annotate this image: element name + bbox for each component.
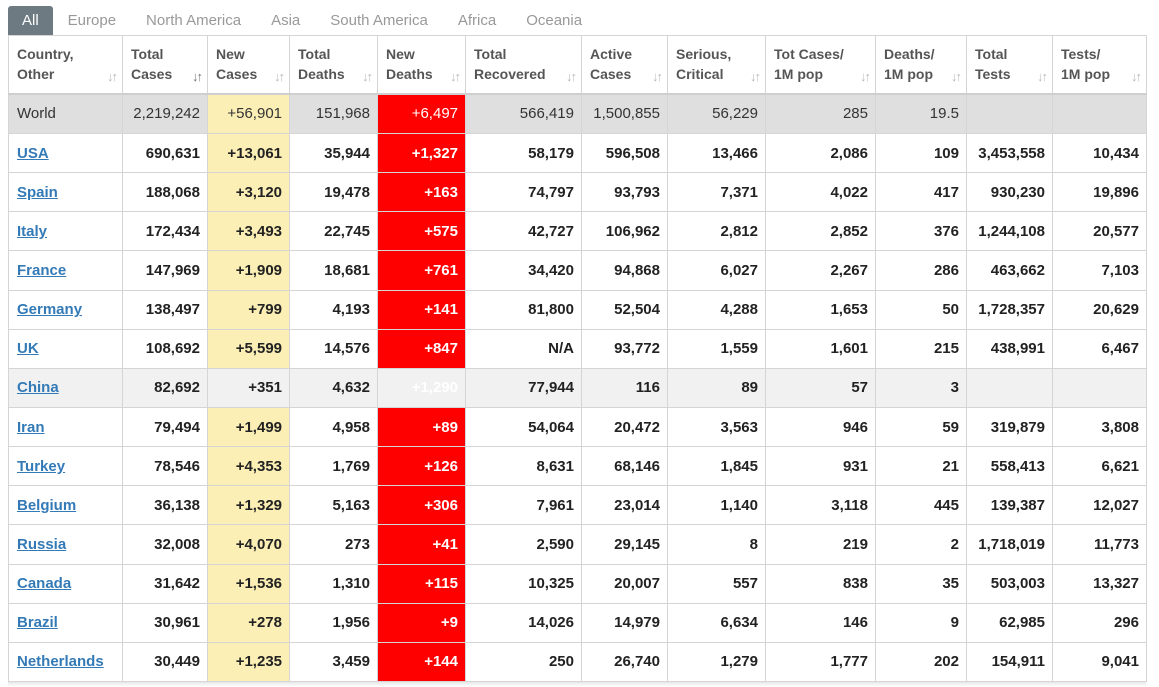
covid-table-wrapper: [8, 35, 1146, 682]
table-header-row: [9, 36, 1147, 94]
cell-total-tests: 558,413: [967, 447, 1053, 486]
sort-arrows-icon[interactable]: ↓↑: [652, 69, 661, 84]
sort-arrows-icon[interactable]: ↓↑: [107, 69, 116, 84]
cell-country: [9, 368, 123, 407]
cell-country: [9, 407, 123, 446]
cell-tot-cases-per-1m: 2,267: [766, 251, 876, 290]
cell-total-recovered: 566,419: [466, 94, 582, 134]
header-total-cases[interactable]: [123, 36, 208, 94]
cell-deaths-per-1m: 376: [876, 212, 967, 251]
cell-new-cases: +1,499: [208, 407, 290, 446]
cell-total-recovered: 14,026: [466, 603, 582, 642]
cell-tot-cases-per-1m: 219: [766, 525, 876, 564]
header-label-line1: Total: [298, 46, 331, 63]
cell-new-cases: +1,909: [208, 251, 290, 290]
cell-tot-cases-per-1m: 285: [766, 94, 876, 134]
cell-total-deaths: 151,968: [290, 94, 378, 134]
header-deaths-per-1m[interactable]: [876, 36, 967, 94]
cell-total-deaths: 3,459: [290, 642, 378, 681]
cell-deaths-per-1m: 445: [876, 486, 967, 525]
cell-deaths-per-1m: 21: [876, 447, 967, 486]
country-link[interactable]: Iran: [17, 418, 45, 436]
tab-south-america[interactable]: South America: [330, 12, 428, 29]
cell-active-cases: 68,146: [582, 447, 668, 486]
cell-new-cases: +3,493: [208, 212, 290, 251]
header-label-line1: Tot Cases/: [774, 46, 844, 63]
cell-active-cases: 596,508: [582, 134, 668, 173]
cell-country: [9, 603, 123, 642]
cell-total-tests: 503,003: [967, 564, 1053, 603]
sort-arrows-icon[interactable]: ↓↑: [750, 69, 759, 84]
cell-active-cases: 14,979: [582, 603, 668, 642]
cell-deaths-per-1m: 35: [876, 564, 967, 603]
country-link[interactable]: Russia: [17, 535, 67, 553]
cell-new-deaths: +144: [378, 642, 466, 681]
cell-total-tests: 463,662: [967, 251, 1053, 290]
cell-new-deaths: +41: [378, 525, 466, 564]
country-link[interactable]: China: [17, 379, 59, 397]
cell-new-deaths: +1,327: [378, 134, 466, 173]
cell-new-cases: +799: [208, 290, 290, 329]
cell-tests-per-1m: [1053, 368, 1147, 407]
header-country[interactable]: [9, 36, 123, 94]
cell-tot-cases-per-1m: 838: [766, 564, 876, 603]
cell-total-deaths: 273: [290, 525, 378, 564]
cell-deaths-per-1m: 19.5: [876, 94, 967, 134]
country-link[interactable]: France: [17, 261, 67, 279]
header-label-line1: Serious,: [676, 46, 732, 63]
cell-active-cases: 106,962: [582, 212, 668, 251]
cell-total-recovered: 10,325: [466, 564, 582, 603]
cell-total-tests: 438,991: [967, 329, 1053, 368]
cell-country: [9, 173, 123, 212]
cell-tests-per-1m: 13,327: [1053, 564, 1147, 603]
tab-asia[interactable]: Asia: [271, 12, 301, 29]
cell-tot-cases-per-1m: 1,653: [766, 290, 876, 329]
cell-new-deaths: +575: [378, 212, 466, 251]
cell-total-cases: 690,631: [123, 134, 208, 173]
cell-tests-per-1m: 20,629: [1053, 290, 1147, 329]
table-row: [9, 212, 1147, 251]
header-tests-per-1m[interactable]: [1053, 36, 1147, 94]
cell-total-cases: 79,494: [123, 407, 208, 446]
cell-total-tests: [967, 368, 1053, 407]
cell-total-cases: 36,138: [123, 486, 208, 525]
header-label-line1: Total: [975, 46, 1008, 63]
cell-country: [9, 564, 123, 603]
country-link[interactable]: Italy: [17, 222, 48, 240]
header-label-line1: Tests/: [1061, 46, 1101, 63]
cell-active-cases: 116: [582, 368, 668, 407]
cell-new-deaths: +89: [378, 407, 466, 446]
cell-total-deaths: 14,576: [290, 329, 378, 368]
cell-country: [9, 212, 123, 251]
cell-deaths-per-1m: 9: [876, 603, 967, 642]
sort-arrows-icon[interactable]: ↓↑: [362, 69, 371, 84]
cell-total-recovered: N/A: [466, 329, 582, 368]
cell-total-recovered: 42,727: [466, 212, 582, 251]
header-total-recovered[interactable]: [466, 36, 582, 94]
cell-active-cases: 26,740: [582, 642, 668, 681]
cell-total-recovered: 74,797: [466, 173, 582, 212]
cell-serious-critical: 13,466: [668, 134, 766, 173]
cell-total-recovered: 7,961: [466, 486, 582, 525]
cell-serious-critical: 557: [668, 564, 766, 603]
cell-deaths-per-1m: 2: [876, 525, 967, 564]
cell-new-deaths: +847: [378, 329, 466, 368]
cell-total-tests: 1,718,019: [967, 525, 1053, 564]
cell-total-cases: 2,219,242: [123, 94, 208, 134]
cell-total-deaths: 4,958: [290, 407, 378, 446]
cell-new-cases: +1,329: [208, 486, 290, 525]
cell-tot-cases-per-1m: 3,118: [766, 486, 876, 525]
cell-serious-critical: 3,563: [668, 407, 766, 446]
cell-new-deaths: +306: [378, 486, 466, 525]
tab-oceania[interactable]: Oceania: [526, 12, 583, 29]
cell-serious-critical: 56,229: [668, 94, 766, 134]
table-row: [9, 329, 1147, 368]
header-label-line2: 1M pop: [1061, 66, 1110, 83]
cell-deaths-per-1m: 202: [876, 642, 967, 681]
table-row: [9, 290, 1147, 329]
cell-tot-cases-per-1m: 146: [766, 603, 876, 642]
cell-active-cases: 23,014: [582, 486, 668, 525]
cell-total-cases: 147,969: [123, 251, 208, 290]
country-link[interactable]: Canada: [17, 575, 72, 593]
cell-new-cases: +3,120: [208, 173, 290, 212]
cell-new-cases: +56,901: [208, 94, 290, 134]
country-link[interactable]: Turkey: [17, 457, 66, 475]
cell-total-recovered: 58,179: [466, 134, 582, 173]
cell-tot-cases-per-1m: 946: [766, 407, 876, 446]
table-bottom-shadow: [8, 682, 1146, 687]
tab-europe[interactable]: Europe: [67, 12, 117, 29]
country-link[interactable]: Spain: [17, 183, 58, 201]
cell-total-cases: 30,449: [123, 642, 208, 681]
cell-tot-cases-per-1m: 2,852: [766, 212, 876, 251]
cell-total-recovered: 81,800: [466, 290, 582, 329]
world-total-row: [9, 94, 1147, 134]
cell-total-cases: 108,692: [123, 329, 208, 368]
cell-country: [9, 447, 123, 486]
table-row: [9, 251, 1147, 290]
cell-active-cases: 29,145: [582, 525, 668, 564]
cell-deaths-per-1m: 215: [876, 329, 967, 368]
cell-total-recovered: 8,631: [466, 447, 582, 486]
cell-total-cases: 32,008: [123, 525, 208, 564]
cell-total-deaths: 1,769: [290, 447, 378, 486]
cell-total-recovered: 250: [466, 642, 582, 681]
sort-arrows-icon[interactable]: ↓↑: [566, 69, 575, 84]
cell-deaths-per-1m: 50: [876, 290, 967, 329]
header-label-line1: Country,: [17, 46, 74, 63]
header-label-line2: Other: [17, 66, 55, 83]
cell-total-deaths: 5,163: [290, 486, 378, 525]
cell-deaths-per-1m: 3: [876, 368, 967, 407]
cell-new-deaths: +761: [378, 251, 466, 290]
cell-active-cases: 52,504: [582, 290, 668, 329]
header-new-deaths[interactable]: [378, 36, 466, 94]
table-row: [9, 486, 1147, 525]
cell-new-deaths: +126: [378, 447, 466, 486]
cell-new-deaths: +9: [378, 603, 466, 642]
cell-tot-cases-per-1m: 1,601: [766, 329, 876, 368]
cell-total-tests: 139,387: [967, 486, 1053, 525]
cell-deaths-per-1m: 109: [876, 134, 967, 173]
table-row: [9, 173, 1147, 212]
table-row: [9, 564, 1147, 603]
cell-total-deaths: 19,478: [290, 173, 378, 212]
cell-total-cases: 82,692: [123, 368, 208, 407]
header-serious-critical[interactable]: [668, 36, 766, 94]
cell-active-cases: 93,772: [582, 329, 668, 368]
cell-country: [9, 486, 123, 525]
header-total-tests[interactable]: [967, 36, 1053, 94]
cell-deaths-per-1m: 417: [876, 173, 967, 212]
country-link[interactable]: Germany: [17, 301, 83, 319]
cell-country: [9, 134, 123, 173]
header-label-line2: Cases: [216, 66, 258, 83]
header-label-line2: Critical: [676, 66, 724, 83]
header-label-line1: New: [216, 46, 245, 63]
cell-total-deaths: 1,956: [290, 603, 378, 642]
cell-total-deaths: 4,193: [290, 290, 378, 329]
cell-tests-per-1m: [1053, 94, 1147, 134]
covid-table: [8, 35, 1147, 682]
cell-serious-critical: 7,371: [668, 173, 766, 212]
sort-arrows-icon[interactable]: ↓↑: [274, 69, 283, 84]
cell-new-cases: +1,536: [208, 564, 290, 603]
table-row: [9, 447, 1147, 486]
header-label-line1: Total: [474, 46, 507, 63]
cell-serious-critical: 89: [668, 368, 766, 407]
header-tot-cases-per-1m[interactable]: [766, 36, 876, 94]
header-new-cases[interactable]: [208, 36, 290, 94]
cell-total-deaths: 35,944: [290, 134, 378, 173]
cell-tests-per-1m: 19,896: [1053, 173, 1147, 212]
cell-total-recovered: 2,590: [466, 525, 582, 564]
cell-total-deaths: 18,681: [290, 251, 378, 290]
cell-tot-cases-per-1m: 1,777: [766, 642, 876, 681]
sort-arrows-icon[interactable]: ↓↑: [860, 69, 869, 84]
header-label-line1: New: [386, 46, 415, 63]
cell-total-recovered: 77,944: [466, 368, 582, 407]
cell-country: [9, 525, 123, 564]
cell-new-deaths: +115: [378, 564, 466, 603]
header-label-line2: 1M pop: [774, 66, 823, 83]
cell-tests-per-1m: 20,577: [1053, 212, 1147, 251]
country-link[interactable]: Belgium: [17, 496, 77, 514]
tab-africa[interactable]: Africa: [457, 12, 497, 29]
cell-tot-cases-per-1m: 4,022: [766, 173, 876, 212]
cell-total-cases: 30,961: [123, 603, 208, 642]
cell-tests-per-1m: 296: [1053, 603, 1147, 642]
cell-serious-critical: 1,140: [668, 486, 766, 525]
cell-active-cases: 20,472: [582, 407, 668, 446]
cell-new-deaths: +163: [378, 173, 466, 212]
cell-tot-cases-per-1m: 2,086: [766, 134, 876, 173]
header-label-line2: Recovered: [474, 66, 546, 83]
tab-north-america[interactable]: North America: [146, 12, 242, 29]
cell-total-cases: 188,068: [123, 173, 208, 212]
table-row: [9, 134, 1147, 173]
cell-active-cases: 94,868: [582, 251, 668, 290]
cell-tot-cases-per-1m: 931: [766, 447, 876, 486]
cell-tests-per-1m: 6,467: [1053, 329, 1147, 368]
region-tabs: [0, 0, 1159, 36]
cell-new-cases: +4,070: [208, 525, 290, 564]
cell-total-cases: 172,434: [123, 212, 208, 251]
sort-arrows-icon[interactable]: ↓↑: [951, 69, 960, 84]
cell-tests-per-1m: 12,027: [1053, 486, 1147, 525]
cell-new-cases: +4,353: [208, 447, 290, 486]
cell-tot-cases-per-1m: 57: [766, 368, 876, 407]
table-row: [9, 407, 1147, 446]
cell-total-tests: 62,985: [967, 603, 1053, 642]
cell-active-cases: 93,793: [582, 173, 668, 212]
table-row: [9, 368, 1147, 407]
cell-new-cases: +1,235: [208, 642, 290, 681]
cell-new-deaths: +1,290: [378, 368, 466, 407]
cell-tests-per-1m: 9,041: [1053, 642, 1147, 681]
cell-total-tests: 1,244,108: [967, 212, 1053, 251]
cell-serious-critical: 2,812: [668, 212, 766, 251]
cell-tests-per-1m: 7,103: [1053, 251, 1147, 290]
cell-total-recovered: 34,420: [466, 251, 582, 290]
country-link[interactable]: Netherlands: [17, 653, 104, 671]
cell-tests-per-1m: 3,808: [1053, 407, 1147, 446]
cell-total-tests: [967, 94, 1053, 134]
sort-arrows-icon[interactable]: ↓↑: [450, 69, 459, 84]
cell-country: [9, 329, 123, 368]
country-link[interactable]: UK: [17, 340, 39, 358]
cell-total-tests: 1,728,357: [967, 290, 1053, 329]
header-label-line2: Cases: [590, 66, 632, 83]
cell-total-cases: 78,546: [123, 447, 208, 486]
header-total-deaths[interactable]: [290, 36, 378, 94]
cell-total-cases: 138,497: [123, 290, 208, 329]
cell-serious-critical: 1,559: [668, 329, 766, 368]
country-link[interactable]: Brazil: [17, 614, 58, 632]
cell-serious-critical: 6,634: [668, 603, 766, 642]
cell-new-cases: +13,061: [208, 134, 290, 173]
cell-tests-per-1m: 6,621: [1053, 447, 1147, 486]
header-label-line2: Deaths: [298, 66, 345, 83]
header-label-line1: Active: [590, 46, 633, 63]
cell-total-tests: 319,879: [967, 407, 1053, 446]
cell-deaths-per-1m: 59: [876, 407, 967, 446]
header-label-line2: 1M pop: [884, 66, 933, 83]
cell-new-deaths: +6,497: [378, 94, 466, 134]
header-label-line2: Cases: [131, 66, 173, 83]
cell-country: [9, 290, 123, 329]
cell-serious-critical: 1,845: [668, 447, 766, 486]
header-label-line1: Deaths/: [884, 46, 935, 63]
tab-all[interactable]: All: [8, 6, 53, 36]
cell-total-deaths: 4,632: [290, 368, 378, 407]
cell-serious-critical: 4,288: [668, 290, 766, 329]
table-row: [9, 525, 1147, 564]
cell-tests-per-1m: 10,434: [1053, 134, 1147, 173]
cell-new-cases: +278: [208, 603, 290, 642]
sort-arrows-icon[interactable]: ↓↑: [1131, 69, 1140, 84]
cell-country: World: [9, 94, 123, 134]
table-row: [9, 642, 1147, 681]
sort-arrows-icon[interactable]: ↓↑: [1037, 69, 1046, 84]
cell-active-cases: 20,007: [582, 564, 668, 603]
header-label-line2: Tests: [975, 66, 1011, 83]
country-link[interactable]: USA: [17, 144, 49, 162]
cell-new-cases: +351: [208, 368, 290, 407]
cell-serious-critical: 1,279: [668, 642, 766, 681]
cell-new-cases: +5,599: [208, 329, 290, 368]
cell-deaths-per-1m: 286: [876, 251, 967, 290]
header-label-line1: Total: [131, 46, 164, 63]
cell-tests-per-1m: 11,773: [1053, 525, 1147, 564]
header-label-line2: Deaths: [386, 66, 433, 83]
cell-new-deaths: +141: [378, 290, 466, 329]
cell-active-cases: 1,500,855: [582, 94, 668, 134]
cell-serious-critical: 8: [668, 525, 766, 564]
cell-total-deaths: 22,745: [290, 212, 378, 251]
cell-country: [9, 642, 123, 681]
cell-serious-critical: 6,027: [668, 251, 766, 290]
sort-arrows-icon[interactable]: ↓↑: [192, 69, 201, 84]
header-active-cases[interactable]: [582, 36, 668, 94]
cell-country: [9, 251, 123, 290]
cell-total-recovered: 54,064: [466, 407, 582, 446]
cell-total-cases: 31,642: [123, 564, 208, 603]
cell-total-deaths: 1,310: [290, 564, 378, 603]
cell-total-tests: 930,230: [967, 173, 1053, 212]
table-row: [9, 603, 1147, 642]
cell-total-tests: 154,911: [967, 642, 1053, 681]
cell-total-tests: 3,453,558: [967, 134, 1053, 173]
